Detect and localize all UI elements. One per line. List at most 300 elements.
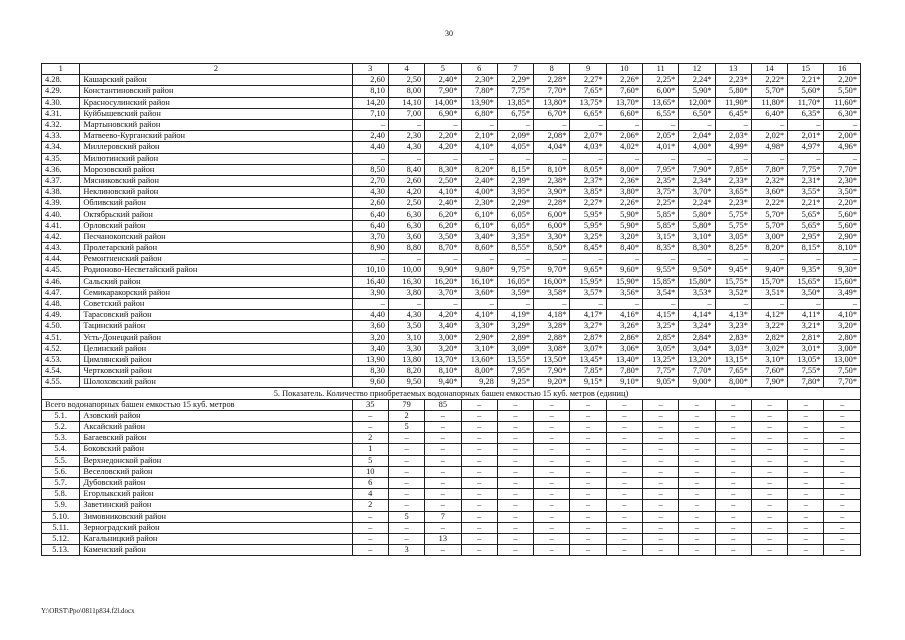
value-cell: 3,21* [788,321,824,332]
table-row [42,410,861,421]
value-cell: – [534,433,570,444]
value-cell: – [824,522,861,533]
value-cell: – [570,298,606,309]
value-cell: 3,30* [461,321,497,332]
value-cell: – [788,153,824,164]
value-cell: 3,70* [425,287,461,298]
value-cell: 13,25* [643,354,679,365]
value-cell: – [679,545,715,556]
value-cell: 4,97* [788,142,824,153]
value-cell: 2,20* [824,75,861,86]
value-cell: – [824,545,861,556]
value-cell: 3,30 [388,343,424,354]
value-cell: – [497,500,533,511]
value-cell: – [425,254,461,265]
value-cell: 4,18* [534,310,570,321]
value-cell: 8,60* [461,243,497,254]
table-row [42,444,861,455]
value-cell: 2,23* [715,75,751,86]
table-row [42,86,861,97]
district-name-cell: Зимовниковский район [80,511,352,522]
table-row [42,254,861,265]
value-cell: 2,85* [643,332,679,343]
value-cell: – [461,254,497,265]
value-cell: 6,65* [570,108,606,119]
value-cell: 3,35* [497,231,533,242]
value-cell: 2,25* [643,198,679,209]
value-cell: – [534,545,570,556]
column-number-cell: 6 [461,64,497,75]
footer-file-path: Y:\ORST\Ppo\0811p834.f2l.docx [41,607,135,615]
value-cell: 9,35* [788,265,824,276]
value-cell: 2,50 [388,198,424,209]
value-cell: 3,06* [606,343,642,354]
value-cell: 14,10 [388,97,424,108]
value-cell: – [425,298,461,309]
district-name-cell: Морозовский район [80,164,352,175]
value-cell: 9,10* [606,377,642,388]
district-name-cell: Милютинский район [80,153,352,164]
row-number-cell: 5.1. [42,410,80,421]
value-cell: 9,50 [388,377,424,388]
value-cell: 6,45* [715,108,751,119]
value-cell: 3,52* [715,287,751,298]
value-cell: – [715,399,751,410]
table-row [42,455,861,466]
value-cell: 7,70* [824,377,861,388]
value-cell: 7,75* [643,366,679,377]
value-cell: – [570,522,606,533]
district-name-cell: Константиновский район [80,86,352,97]
row-number-cell: 4.51. [42,332,80,343]
value-cell: 13,85* [497,97,533,108]
value-cell: – [751,254,787,265]
value-cell: 4,15* [643,310,679,321]
value-cell: 2,34* [679,175,715,186]
table-row [42,187,861,198]
district-name-cell: Шолоховский район [80,377,352,388]
value-cell: 8,40* [606,243,642,254]
value-cell: 7,80* [606,366,642,377]
value-cell: – [715,522,751,533]
value-cell: 2,10* [461,131,497,142]
value-cell: 4,00* [679,142,715,153]
value-cell: 3,60 [388,231,424,242]
value-cell: 7,10 [352,108,388,119]
value-cell: – [606,500,642,511]
value-cell: – [570,399,606,410]
value-cell: 5,70* [751,86,787,97]
value-cell: 13,90* [461,97,497,108]
value-cell: 7,75* [788,164,824,175]
value-cell: – [751,466,787,477]
value-cell: – [643,444,679,455]
value-cell: 6,90* [425,108,461,119]
row-number-cell: 5.9. [42,500,80,511]
table-row [42,422,861,433]
value-cell: 3,00* [425,332,461,343]
value-cell: 5,80* [715,86,751,97]
value-cell: 2,95* [788,231,824,242]
district-name-cell: Тарасовский район [80,310,352,321]
value-cell: – [715,455,751,466]
value-cell: 5,65* [788,209,824,220]
section-title: 5. Показатель. Количество приобретаемых водонапорных башен емкостью 15 куб. метров (единиц) [42,388,861,399]
value-cell: 3,07* [570,343,606,354]
value-cell: 2,07* [570,131,606,142]
value-cell: – [679,410,715,421]
value-cell: 10 [352,466,388,477]
row-number-cell: 4.35. [42,153,80,164]
value-cell: 3,01* [788,343,824,354]
value-cell: 13,15* [715,354,751,365]
row-number-cell: 4.39. [42,198,80,209]
value-cell: 7,80* [788,377,824,388]
value-cell: 1 [352,444,388,455]
value-cell: 2,39* [497,175,533,186]
value-cell: 2,01* [788,131,824,142]
value-cell: – [643,489,679,500]
value-cell: – [570,511,606,522]
value-cell: 8,90 [352,243,388,254]
table-row [42,265,861,276]
district-name-cell: Багаевский район [80,433,352,444]
value-cell: 9,45* [715,265,751,276]
value-cell: 3,23* [715,321,751,332]
value-cell: – [679,298,715,309]
value-cell: – [497,489,533,500]
value-cell: 7,55* [788,366,824,377]
value-cell: 8,30* [425,164,461,175]
value-cell: – [824,511,861,522]
value-cell: 2,60 [352,198,388,209]
value-cell: 8,45* [570,243,606,254]
value-cell: 8,50 [352,164,388,175]
value-cell: 8,20* [751,243,787,254]
value-cell: 2 [388,410,424,421]
value-cell: – [352,545,388,556]
district-name-cell: Зерноградский район [80,522,352,533]
value-cell: 13,45* [570,354,606,365]
section-title-row [42,388,861,399]
value-cell: 4,20 [388,187,424,198]
value-cell: – [570,466,606,477]
value-cell: 2,06* [606,131,642,142]
value-cell: 13,90 [352,354,388,365]
value-cell: – [388,298,424,309]
value-cell: 3,70* [679,187,715,198]
value-cell: 2,81* [788,332,824,343]
value-cell: 3,40* [461,231,497,242]
value-cell: 2,25* [643,75,679,86]
row-number-cell: 5.12. [42,533,80,544]
value-cell: – [570,410,606,421]
value-cell: – [679,522,715,533]
value-cell: 2,02* [751,131,787,142]
value-cell: – [606,433,642,444]
value-cell: – [788,477,824,488]
value-cell: – [824,444,861,455]
value-cell: 2,84* [679,332,715,343]
value-cell: – [425,466,461,477]
row-number-cell: 5.11. [42,522,80,533]
value-cell: 5 [352,455,388,466]
row-number-cell: 4.40. [42,209,80,220]
value-cell: 8,10* [534,164,570,175]
table-row [42,220,861,231]
value-cell: – [643,153,679,164]
row-number-cell: 4.49. [42,310,80,321]
value-cell: – [751,455,787,466]
value-cell: 9,00* [679,377,715,388]
value-cell: 9,90* [425,265,461,276]
value-cell: – [497,477,533,488]
value-cell: 8,80 [388,243,424,254]
value-cell: – [425,522,461,533]
value-cell: 2,30 [388,131,424,142]
value-cell: 6,30* [824,108,861,119]
value-cell: 2,90* [461,332,497,343]
district-name-cell: Песчанокопский район [80,231,352,242]
total-label: Всего водонапорных башен емкостью 15 куб. метров [42,399,353,410]
value-cell: – [788,455,824,466]
district-name-cell: Пролетарский район [80,243,352,254]
value-cell: 3,75* [643,187,679,198]
value-cell: – [352,533,388,544]
row-number-cell: 4.38. [42,187,80,198]
value-cell: 9,20* [534,377,570,388]
value-cell: 10,10 [352,265,388,276]
value-cell: – [643,455,679,466]
value-cell: 13,80* [534,97,570,108]
value-cell: – [461,477,497,488]
value-cell: – [570,422,606,433]
value-cell: – [352,522,388,533]
district-name-cell: Семикаракорский район [80,287,352,298]
value-cell: – [715,477,751,488]
value-cell: – [461,153,497,164]
value-cell: 3,22* [751,321,787,332]
value-cell: – [497,511,533,522]
row-number-cell: 5.5. [42,455,80,466]
value-cell: 3,80 [388,287,424,298]
value-cell: 6,75* [497,108,533,119]
value-cell: 2,83* [715,332,751,343]
value-cell: – [606,254,642,265]
table-row [42,153,861,164]
value-cell: 2,09* [497,131,533,142]
value-cell: 7,95* [497,366,533,377]
table-row [42,164,861,175]
value-cell: 4,99* [715,142,751,153]
row-number-cell: 4.33. [42,131,80,142]
row-number-cell: 4.30. [42,97,80,108]
value-cell: – [352,298,388,309]
value-cell: – [751,444,787,455]
value-cell: 15,80* [679,276,715,287]
value-cell: – [643,433,679,444]
value-cell: – [570,119,606,130]
value-cell: 3,80* [606,187,642,198]
row-number-cell: 4.44. [42,254,80,265]
value-cell: 4,04* [534,142,570,153]
value-cell: 15,95* [570,276,606,287]
value-cell: 13,20* [679,354,715,365]
value-cell: – [679,489,715,500]
value-cell: 3,90 [352,287,388,298]
value-cell: – [715,153,751,164]
value-cell: 4,11* [788,310,824,321]
value-cell: 4,12* [751,310,787,321]
value-cell: – [461,489,497,500]
value-cell: 13,65* [643,97,679,108]
value-cell: 8,50* [534,243,570,254]
value-cell: 2,82* [751,332,787,343]
value-cell: 3,24* [679,321,715,332]
value-cell: 5,80* [679,220,715,231]
value-cell: – [388,119,424,130]
value-cell: 8,10* [425,366,461,377]
district-name-cell: Кашарский район [80,75,352,86]
value-cell: – [461,455,497,466]
district-name-cell: Красносулинский район [80,97,352,108]
value-cell: – [425,410,461,421]
row-number-cell: 5.10. [42,511,80,522]
district-name-cell: Заветинский район [80,500,352,511]
value-cell: – [534,422,570,433]
district-name-cell: Мясниковский район [80,175,352,186]
column-number-cell: 7 [497,64,533,75]
value-cell: – [824,533,861,544]
row-number-cell: 4.37. [42,175,80,186]
value-cell: 9,28 [461,377,497,388]
value-cell: 7,90* [425,86,461,97]
value-cell: – [606,410,642,421]
value-cell: – [425,545,461,556]
value-cell: 2,03* [715,131,751,142]
value-cell: – [570,500,606,511]
value-cell: 4,20* [425,310,461,321]
value-cell: 7,60* [751,366,787,377]
table-row [42,298,861,309]
value-cell: – [788,119,824,130]
column-number-cell: 3 [352,64,388,75]
value-cell: – [715,466,751,477]
value-cell: 6,20* [425,220,461,231]
value-cell: – [824,410,861,421]
value-cell: – [534,153,570,164]
table-row [42,477,861,488]
value-cell: 2,87* [570,332,606,343]
value-cell: – [388,477,424,488]
value-cell: 16,40 [352,276,388,287]
value-cell: 4,01* [643,142,679,153]
value-cell: 2,08* [534,131,570,142]
value-cell: – [751,298,787,309]
value-cell: – [388,153,424,164]
value-cell: – [788,522,824,533]
value-cell: – [570,533,606,544]
value-cell: – [388,254,424,265]
value-cell: 2,86* [606,332,642,343]
row-number-cell: 4.36. [42,164,80,175]
table-row [42,433,861,444]
value-cell: – [788,399,824,410]
row-number-cell: 4.55. [42,377,80,388]
value-cell: 11,70* [788,97,824,108]
value-cell: 2,21* [788,75,824,86]
value-cell: – [570,153,606,164]
value-cell: – [643,422,679,433]
value-cell: 9,40* [425,377,461,388]
value-cell: 3,90* [534,187,570,198]
value-cell: – [606,298,642,309]
value-cell: – [751,422,787,433]
value-cell: – [824,399,861,410]
value-cell: 2,90* [824,231,861,242]
value-cell: – [715,433,751,444]
value-cell: 13,05* [788,354,824,365]
district-name-cell: Чертковский район [80,366,352,377]
header-row [42,64,861,75]
value-cell: 6,40 [352,209,388,220]
value-cell: – [352,410,388,421]
value-cell: 15,60* [824,276,861,287]
value-cell: 5,90* [606,209,642,220]
value-cell: 3,53* [679,287,715,298]
value-cell: 13,50* [534,354,570,365]
value-cell: 3,70 [352,231,388,242]
value-cell: – [824,153,861,164]
value-cell: 8,20 [388,366,424,377]
value-cell: 6,30 [388,209,424,220]
value-cell: – [643,119,679,130]
value-cell: – [570,489,606,500]
value-cell: – [461,444,497,455]
column-number-cell: 11 [643,64,679,75]
value-cell: 8,40 [388,164,424,175]
table-row [42,354,861,365]
district-name-cell: Родионово-Несветайский район [80,265,352,276]
value-cell: 4,00* [461,187,497,198]
value-cell: 7,50* [824,366,861,377]
value-cell: 3,30* [534,231,570,242]
value-cell: 4,19* [497,310,533,321]
value-cell: 9,65* [570,265,606,276]
district-name-cell: Цимлянский район [80,354,352,365]
table-row [42,533,861,544]
value-cell: 4,16* [606,310,642,321]
table-row [42,377,861,388]
value-cell: – [788,254,824,265]
value-cell: 5 [388,422,424,433]
value-cell: – [497,298,533,309]
value-cell: 13,40* [606,354,642,365]
value-cell: 3,05* [643,343,679,354]
value-cell: – [352,511,388,522]
table-row [42,276,861,287]
value-cell: – [715,533,751,544]
table-row [42,489,861,500]
value-cell: 13,60* [461,354,497,365]
value-cell: 16,10* [461,276,497,287]
value-cell: – [788,500,824,511]
value-cell: – [751,522,787,533]
value-cell: – [824,298,861,309]
value-cell: – [425,477,461,488]
value-cell: 2,88* [534,332,570,343]
value-cell: – [824,433,861,444]
